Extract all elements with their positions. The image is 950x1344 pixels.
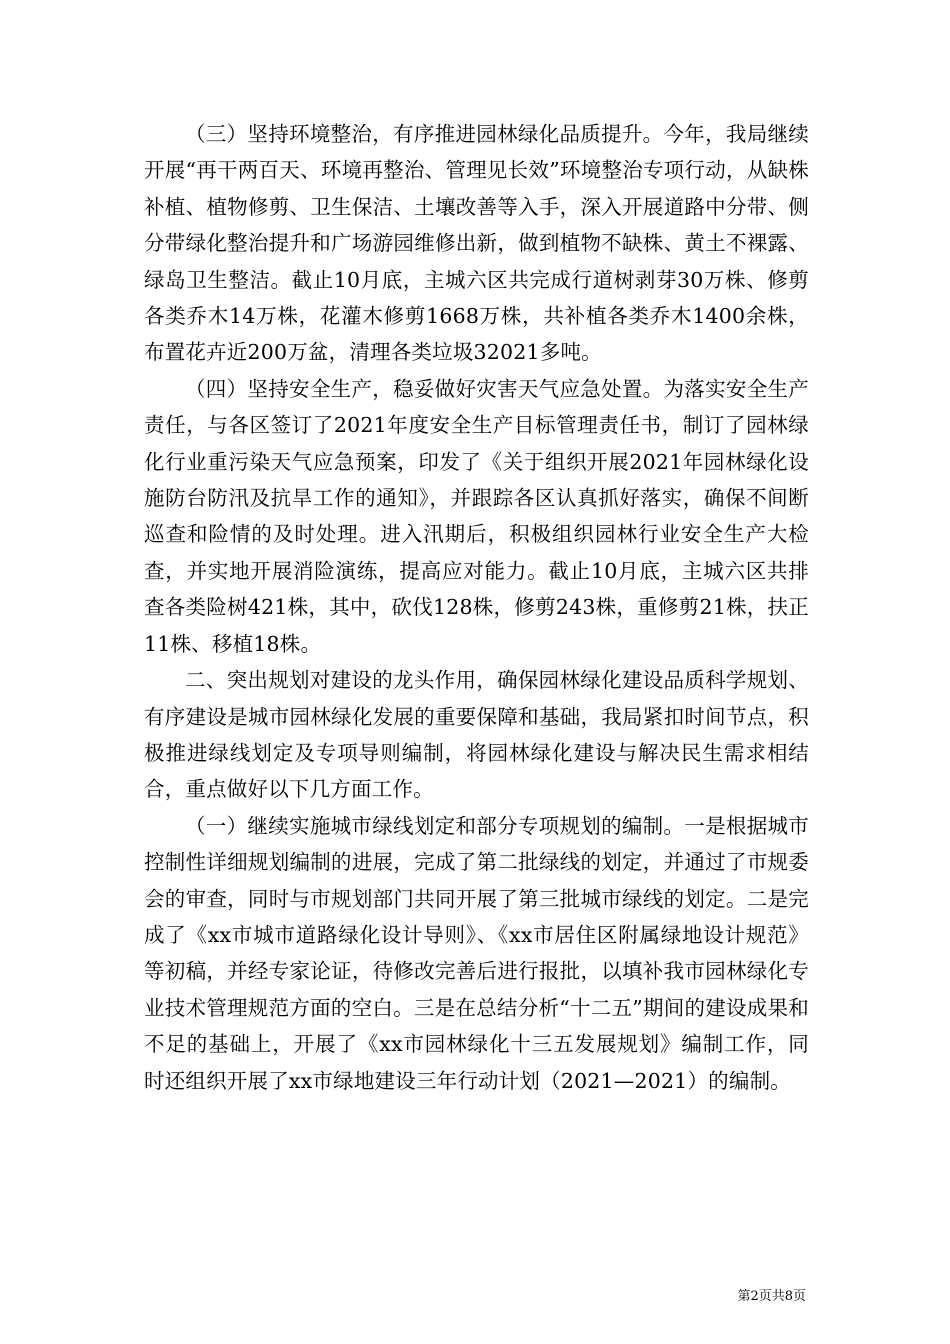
paragraph-planning-section: 二、突出规划对建设的龙头作用，确保园林绿化建设品质科学规划、有序建设是城市园林绿化发展的重要保障和基础，我局紧扣时间节点，积极推进绿线划定及专项导则编制，将园林绿化建设与解决民生需求相结合，重点做好以下几方面工作。 xyxy=(144,668,809,802)
page-number: 第2页共8页 xyxy=(737,1289,806,1304)
paragraph-environment-remediation: （三）坚持环境整治，有序推进园林绿化品质提升。今年，我局继续开展“再干两百天、环境再整治、管理见长效”环境整治专项行动，从缺株补植、植物修剪、卫生保洁、土壤改善等入手，深入开展道路中分带、侧分带绿化整治提升和广场游园维修出新，做到植物不缺株、黄土不裸露、绿岛卫生整洁。截止10月底，主城六区共完成行道树剥芽30万株、修剪各类乔木14万株，花灌木修剪1668万株，共补植各类乔木1400余株，布置花卉近200万盆，清理各类垃圾32021多吨。 xyxy=(144,122,809,365)
page-footer xyxy=(737,1289,806,1305)
paragraph-green-line-planning: （一）继续实施城市绿线划定和部分专项规划的编制。一是根据城市控制性详细规划编制的进展，完成了第二批绿线的划定，并通过了市规委会的审查，同时与市规划部门共同开展了第三批城市绿线的划定。二是完成了《xx市城市道路绿化设计导则》、《xx市居住区附属绿地设计规范》等初稿，并经专家论证，待修改完善后进行报批，以填补我市园林绿化专业技术管理规范方面的空白。三是在总结分析“十二五”期间的建设成果和不足的基础上，开展了《xx市园林绿化十三五发展规划》编制工作，同时还组织开展了xx市绿地建设三年行动计划（2021—2021）的编制。 xyxy=(144,813,809,1093)
document-body xyxy=(144,116,809,1099)
paragraph-safety-production: （四）坚持安全生产，稳妥做好灾害天气应急处置。为落实安全生产责任，与各区签订了2021年度安全生产目标管理责任书，制订了园林绿化行业重污染天气应急预案，印发了《关于组织开展2021年园林绿化设施防台防汛及抗旱工作的通知》，并跟踪各区认真抓好落实，确保不间断巡查和险情的及时处理。进入汛期后，积极组织园林行业安全生产大检查，并实地开展消险演练，提高应对能力。截止10月底，主城六区共排查各类险树421株，其中，砍伐128株，修剪243株，重修剪21株，扶正11株、移植18株。 xyxy=(144,376,809,656)
